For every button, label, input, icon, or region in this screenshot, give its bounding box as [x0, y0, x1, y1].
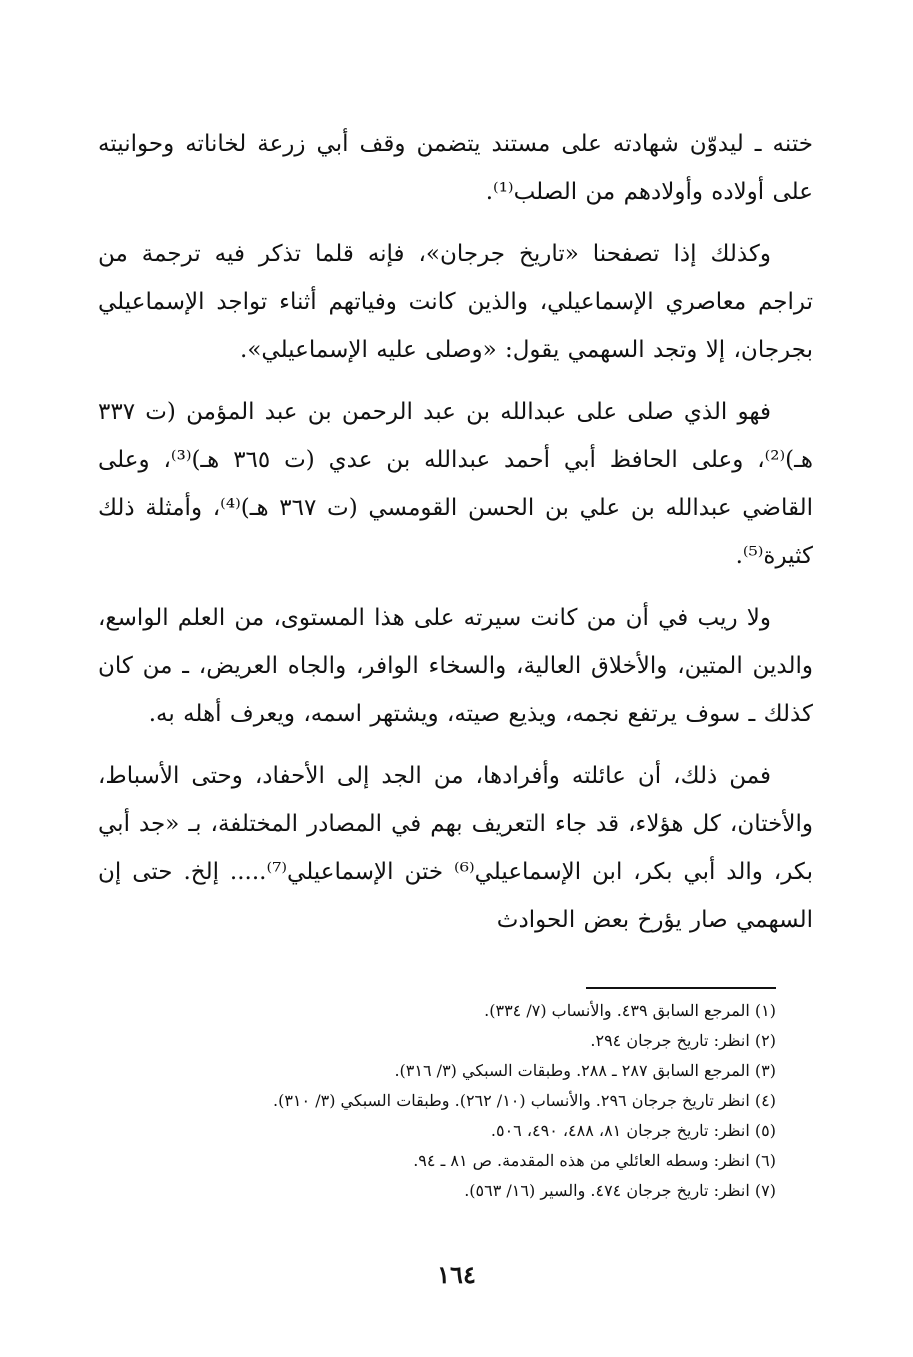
footnote-5: (٥) انظر: تاريخ جرجان ٨١، ٤٨٨، ٤٩٠، ٥٠٦.: [490, 1121, 776, 1140]
paragraph-5: فمن ذلك، أن عائلته وأفرادها، من الجد إلى الأحفاد، وحتى الأسباط، والأختان، كل هؤلاء، قد جاء التعريف بهم في المصادر المختلفة، بـ «جد أبي بكر، والد أبي بكر، ابن الإسماعيلي⁽⁶⁾ ختن الإسماعيلي⁽⁷⁾..... إلخ. حتى إن السهمي صار يؤرخ بعض الحوادث: [98, 763, 814, 933]
page-number: ١٦٤: [437, 1260, 476, 1289]
paragraph-1: ختنه ـ ليدوّن شهادته على مستند يتضمن وقف أبي زرعة لخاناته وحوانيته على أولاده وأولادهم من الصلب⁽¹⁾.: [98, 131, 813, 205]
footnotes-list: [116, 996, 776, 1206]
paragraph-3: فهو الذي صلى على عبدالله بن عبد الرحمن بن عبد المؤمن (ت ٣٣٧ هـ)⁽²⁾، وعلى الحافظ أبي أحمد عبدالله بن عدي (ت ٣٦٥ هـ)⁽³⁾، وعلى القاضي عبدالله بن علي بن الحسن القومسي (ت ٣٦٧ هـ)⁽⁴⁾، وأمثلة ذلك كثيرة⁽⁵⁾.: [98, 399, 814, 569]
footnote-3: (٣) المرجع السابق ٢٨٧ ـ ٢٨٨. وطبقات السبكي (٣/ ٣١٦).: [394, 1061, 776, 1080]
footnote-1: (١) المرجع السابق ٤٣٩. والأنساب (٧/ ٣٣٤).: [484, 1001, 776, 1020]
footnote-6: (٦) انظر: وسطه العائلي من هذه المقدمة. ص ٨١ ـ ٩٤.: [413, 1151, 776, 1170]
footnote-4: (٤) انظر تاريخ جرجان ٢٩٦. والأنساب (١٠/ ٢٦٢). وطبقات السبكي (٣/ ٣١٠).: [273, 1091, 776, 1110]
footnote-2: (٢) انظر: تاريخ جرجان ٢٩٤.: [590, 1031, 776, 1050]
paragraph-2: وكذلك إذا تصفحنا «تاريخ جرجان»، فإنه قلما تذكر فيه ترجمة من تراجم معاصري الإسماعيلي، والذين كانت وفياتهم أثناء تواجد الإسماعيلي بجرجان، إلا وتجد السهمي يقول: «وصلى عليه الإسماعيلي».: [98, 241, 813, 363]
paragraph-4: ولا ريب في أن من كانت سيرته على هذا المستوى، من العلم الواسع، والدين المتين، والأخلاق العالية، والسخاء الوافر، والجاه العريض، ـ من كان كذلك ـ سوف يرتفع نجمه، ويذيع صيته، ويشتهر اسمه، ويعرف أهله به.: [98, 605, 813, 727]
footnote-7: (٧) انظر: تاريخ جرجان ٤٧٤. والسير (١٦/ ٥٦٣).: [464, 1181, 776, 1200]
footnote-divider: [586, 987, 776, 989]
main-text: [98, 120, 813, 958]
